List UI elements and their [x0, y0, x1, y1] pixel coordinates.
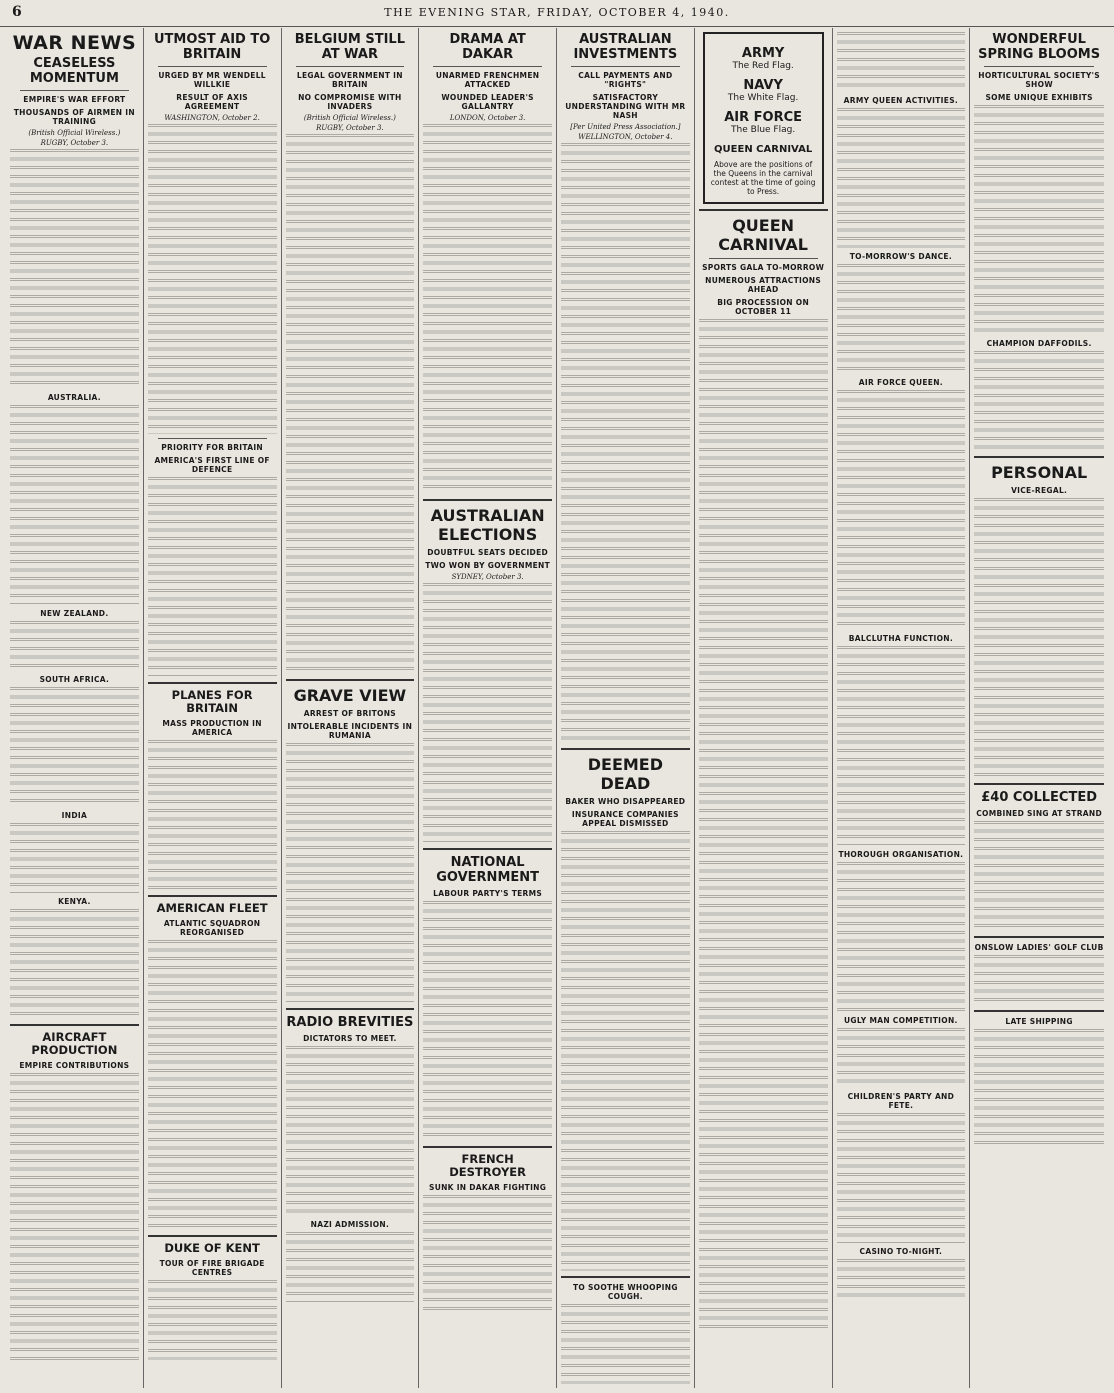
column-5 — [557, 28, 695, 1388]
subhead-baker-disappeared: BAKER WHO DISAPPEARED — [565, 797, 686, 806]
subhead-air-force-queen: AIR FORCE QUEEN. — [858, 378, 943, 387]
divider — [20, 90, 129, 91]
subhead-two-won: TWO WON BY GOVERNMENT — [425, 561, 551, 570]
article-text — [561, 143, 690, 743]
divider — [974, 1010, 1104, 1012]
headline-spring-blooms: WONDERFUL SPRING BLOOMS — [978, 32, 1101, 62]
headline-deemed-dead: DEEMED DEAD — [587, 755, 664, 793]
subhead-appeal-dismissed: INSURANCE COMPANIES APPEAL DISMISSED — [571, 810, 679, 828]
section-india: INDIA — [61, 811, 88, 820]
subhead-legal-government: LEGAL GOVERNMENT IN BRITAIN — [296, 71, 403, 89]
subhead-fire-brigade: TOUR OF FIRE BRIGADE CENTRES — [159, 1259, 265, 1277]
subhead-no-compromise: NO COMPROMISE WITH INVADERS — [298, 93, 402, 111]
article-text — [10, 909, 139, 1019]
subhead-call-payments: CALL PAYMENTS AND "RIGHTS" — [578, 71, 673, 89]
headline-australian-investments: AUSTRALIAN INVESTMENTS — [573, 32, 678, 62]
dateline: SYDNEY, October 3. — [451, 573, 524, 581]
subhead-priority-britain: PRIORITY FOR BRITAIN — [161, 443, 263, 452]
article-text — [423, 124, 552, 494]
article-text — [10, 405, 139, 605]
page-number: 6 — [12, 4, 22, 20]
advertisement-text — [561, 1304, 690, 1384]
article-text — [837, 264, 966, 374]
article-text — [148, 940, 277, 1230]
divider — [148, 682, 277, 684]
divider — [158, 66, 267, 67]
subhead-horticultural-show: HORTICULTURAL SOCIETY'S SHOW — [978, 71, 1100, 89]
subhead-unarmed-frenchmen: UNARMED FRENCHMEN ATTACKED — [435, 71, 540, 89]
subhead-balclutha: BALCLUTHA FUNCTION. — [848, 634, 954, 643]
article-text — [10, 149, 139, 389]
subhead-empire-war-effort: EMPIRE'S WAR EFFORT — [23, 95, 126, 104]
article-text — [286, 134, 415, 674]
subhead-combined-sing: COMBINED SING AT STRAND — [976, 809, 1103, 818]
article-text — [561, 831, 690, 1271]
article-text — [286, 1046, 415, 1216]
columns — [6, 28, 1108, 1388]
subhead-airmen-training: THOUSANDS OF AIRMEN IN TRAINING — [13, 108, 135, 126]
subhead-labour-terms: LABOUR PARTY'S TERMS — [433, 889, 543, 898]
article-text — [837, 646, 966, 846]
article-text — [974, 105, 1104, 335]
subhead-rumania-incidents: INTOLERABLE INCIDENTS IN RUMANIA — [287, 722, 413, 740]
subhead-mr-nash: SATISFACTORY UNDERSTANDING WITH MR NASH — [565, 93, 686, 120]
article-text — [10, 823, 139, 893]
article-text — [974, 821, 1104, 931]
subhead-wounded-leader: WOUNDED LEADER'S GALLANTRY — [441, 93, 534, 111]
headline-aircraft-production: AIRCRAFT PRODUCTION — [31, 1030, 118, 1057]
article-text — [10, 1073, 139, 1363]
subhead-doubtful-seats: DOUBTFUL SEATS DECIDED — [427, 548, 549, 557]
divider — [423, 499, 552, 501]
article-text — [423, 1195, 552, 1315]
article-text — [10, 687, 139, 807]
headline-personal: PERSONAL — [991, 463, 1088, 482]
subhead-onslow-golf: ONSLOW LADIES' GOLF CLUB — [974, 943, 1104, 952]
headline-duke-of-kent: DUKE OF KENT — [164, 1241, 260, 1255]
headline-queen-carnival: QUEEN CARNIVAL — [718, 216, 808, 254]
subhead-nazi-admission: NAZI ADMISSION. — [310, 1220, 390, 1229]
section-kenya: KENYA. — [58, 897, 91, 906]
navy-flag-label: The White Flag. — [727, 93, 799, 103]
subhead-atlantic-squadron: ATLANTIC SQUADRON REORGANISED — [163, 919, 261, 937]
divider — [433, 66, 542, 67]
divider — [561, 748, 690, 750]
subhead-sunk-dakar: SUNK IN DAKAR FIGHTING — [429, 1183, 547, 1192]
airforce-label: AIR FORCE — [724, 110, 803, 125]
navy-standing — [709, 78, 818, 104]
divider — [974, 783, 1104, 785]
article-text — [974, 351, 1104, 451]
article-text — [837, 390, 966, 630]
subhead-ugly-man: UGLY MAN COMPETITION. — [844, 1016, 958, 1025]
divider — [423, 848, 552, 850]
subhead-sports-gala: SPORTS GALA TO-MORROW — [702, 263, 825, 272]
subhead-dictators-meet: DICTATORS TO MEET. — [303, 1034, 397, 1043]
subhead-empire-contributions: EMPIRE CONTRIBUTIONS — [19, 1061, 130, 1070]
article-text — [286, 1232, 415, 1302]
subhead-late-shipping: LATE SHIPPING — [1005, 1017, 1073, 1026]
article-text — [974, 1029, 1104, 1149]
subhead-big-procession: BIG PROCESSION ON OCTOBER 11 — [717, 298, 810, 316]
dateline: LONDON, October 3. — [449, 114, 526, 122]
masthead — [0, 0, 1114, 27]
subhead-whooping-cough: TO SOOTHE WHOOPING COUGH. — [572, 1283, 678, 1301]
wire-credit: [Per United Press Association.] — [570, 123, 681, 131]
divider — [571, 66, 680, 67]
headline-40-collected: £40 COLLECTED — [981, 790, 1098, 805]
subhead-organisation: THOROUGH ORGANISATION. — [838, 850, 964, 859]
subhead-vice-regal: VICE-REGAL. — [1011, 486, 1068, 495]
dateline: RUGBY, October 3. — [316, 124, 384, 132]
subhead-casino: CASINO TO-NIGHT. — [859, 1247, 943, 1256]
article-text — [423, 583, 552, 843]
article-text — [837, 862, 966, 1012]
navy-label: NAVY — [743, 78, 783, 93]
article-text — [837, 1259, 966, 1299]
subhead-mass-production: MASS PRODUCTION IN AMERICA — [162, 719, 262, 737]
headline-american-fleet: AMERICAN FLEET — [156, 901, 268, 915]
headline-french-destroyer: FRENCH DESTROYER — [449, 1152, 527, 1179]
article-text — [699, 319, 828, 1329]
subhead-unique-exhibits: SOME UNIQUE EXHIBITS — [985, 93, 1093, 102]
subhead-willkie: URGED BY MR WENDELL WILLKIE — [158, 71, 266, 89]
divider — [974, 936, 1104, 938]
newspaper-title: THE EVENING STAR, FRIDAY, OCTOBER 4, 1940. — [384, 6, 730, 19]
standings-note: Above are the positions of the Queens in the carnival contest at the time of going to Press. — [710, 160, 816, 196]
subhead-attractions: NUMEROUS ATTRACTIONS AHEAD — [705, 276, 822, 294]
column-8 — [970, 28, 1108, 1388]
airforce-flag-label: The Blue Flag. — [731, 125, 796, 135]
divider — [561, 1276, 690, 1278]
dateline: RUGBY, October 3. — [40, 139, 109, 147]
subhead-army-queen: ARMY QUEEN ACTIVITIES. — [843, 96, 959, 105]
article-text — [148, 740, 277, 890]
divider — [286, 1008, 415, 1010]
headline-utmost-aid: UTMOST AID TO BRITAIN — [153, 32, 271, 62]
article-text — [286, 743, 415, 1003]
dateline: WASHINGTON, October 2. — [164, 114, 260, 122]
subhead-arrest-britons: ARREST OF BRITONS — [303, 709, 397, 718]
column-3 — [282, 28, 420, 1388]
article-text — [837, 32, 966, 92]
article-text — [837, 1113, 966, 1243]
article-text — [10, 621, 139, 671]
headline-australian-elections: AUSTRALIAN ELECTIONS — [430, 506, 545, 544]
column-2 — [144, 28, 282, 1388]
subhead-first-line-defence: AMERICA'S FIRST LINE OF DEFENCE — [154, 456, 270, 474]
queen-carnival-label: QUEEN CARNIVAL — [714, 144, 813, 155]
column-6 — [695, 28, 833, 1388]
section-australia: AUSTRALIA. — [47, 393, 101, 402]
headline-planes-for-britain: PLANES FOR BRITAIN — [171, 688, 253, 715]
headline-national-government: NATIONAL GOVERNMENT — [436, 855, 540, 885]
headline-radio-brevities: RADIO BREVITIES — [286, 1015, 414, 1030]
wire-credit: (British Official Wireless.) — [303, 114, 396, 122]
divider — [286, 679, 415, 681]
divider — [709, 258, 818, 259]
column-1 — [6, 28, 144, 1388]
carnival-standings-box — [703, 32, 824, 204]
army-label: ARMY — [741, 46, 785, 61]
article-text — [837, 108, 966, 248]
section-new-zealand: NEW ZEALAND. — [40, 609, 109, 618]
column-7 — [833, 28, 971, 1388]
divider — [296, 66, 405, 67]
headline-ceaseless-momentum: CEASELESS MOMENTUM — [29, 56, 119, 86]
article-text — [148, 124, 277, 434]
subhead-tomorrow-dance: TO-MORROW'S DANCE. — [849, 252, 953, 261]
divider — [699, 209, 828, 211]
divider — [10, 1024, 139, 1026]
army-flag-label: The Red Flag. — [732, 61, 794, 71]
headline-belgium-still-at-war: BELGIUM STILL AT WAR — [294, 32, 405, 62]
article-text — [148, 1280, 277, 1360]
subhead-axis-agreement: RESULT OF AXIS AGREEMENT — [176, 93, 248, 111]
divider — [148, 1235, 277, 1237]
divider — [148, 895, 277, 897]
subhead-champion-daffodils: CHAMPION DAFFODILS. — [986, 339, 1092, 348]
article-text — [974, 498, 1104, 778]
army-standing — [709, 46, 818, 72]
article-text — [974, 955, 1104, 1005]
subhead-childrens-party: CHILDREN'S PARTY AND FETE. — [847, 1092, 955, 1110]
headline-war-news: WAR NEWS — [12, 32, 137, 54]
headline-drama-at-dakar: DRAMA AT DAKAR — [449, 32, 526, 62]
divider — [984, 66, 1094, 67]
divider — [974, 456, 1104, 458]
headline-grave-view: GRAVE VIEW — [293, 686, 407, 705]
divider — [158, 438, 267, 439]
dateline: WELLINGTON, October 4. — [578, 133, 673, 141]
article-text — [423, 901, 552, 1141]
divider — [423, 1146, 552, 1148]
article-text — [837, 1028, 966, 1088]
article-text — [148, 477, 277, 677]
airforce-standing — [709, 110, 818, 136]
section-south-africa: SOUTH AFRICA. — [39, 675, 110, 684]
column-4 — [419, 28, 557, 1388]
wire-credit: (British Official Wireless.) — [28, 129, 121, 137]
